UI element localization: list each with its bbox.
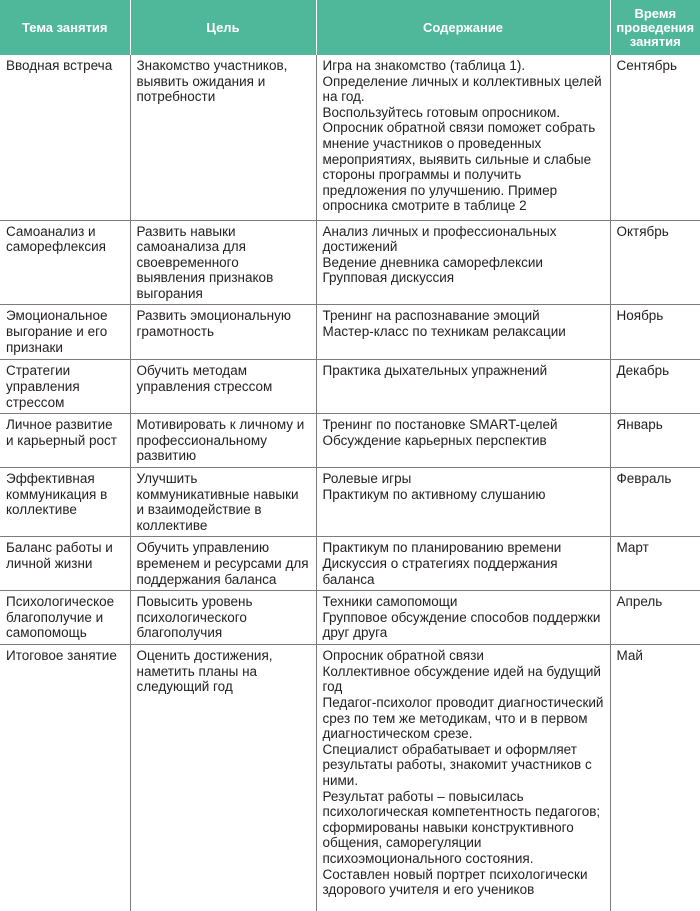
cell-time: Май <box>616 648 643 664</box>
cell-content <box>316 305 610 360</box>
content-line: Практика дыхательных упражнений <box>322 363 548 379</box>
cell-content <box>316 360 610 414</box>
cell-topic: Личное развитие и карьерный рост <box>0 414 130 468</box>
cell-topic: Самоанализ и саморефлексия <box>0 220 130 305</box>
content-line: Определение личных и коллективных целей на год. <box>322 73 602 105</box>
cell-time: Февраль <box>610 468 700 537</box>
content-line: Мастер-класс по техникам релаксации <box>322 324 566 340</box>
table-row <box>0 645 700 911</box>
cell-goal: Повысить уровень психологического благополучия <box>130 591 316 645</box>
cell-content <box>316 645 610 911</box>
table-row <box>0 305 700 360</box>
content-line: Тренинг на распознавание эмоций <box>322 308 540 324</box>
content-line: Групповое обсуждение способов поддержки друг друга <box>322 609 601 641</box>
content-line: Практикум по активному слушанию <box>322 486 546 502</box>
content-line: Ведение дневника саморефлексии <box>322 254 543 270</box>
content-line: Дискуссия о стратегиях поддержания баланса <box>322 556 558 587</box>
cell-topic: Баланс работы и личной жизни <box>0 537 130 591</box>
cell-goal: Развить эмоциональную грамотность <box>130 305 316 360</box>
content-line: Техники самопомощи <box>322 594 458 610</box>
cell-time: Декабрь <box>610 360 700 414</box>
header-content: Содержание <box>316 0 610 55</box>
table-row <box>0 220 700 305</box>
table-row <box>0 468 700 537</box>
content-line: Практикум по планированию времени <box>322 540 562 556</box>
cell-content <box>316 468 610 537</box>
content-line: Групповая дискуссия <box>322 270 455 286</box>
cell-goal: Обучить управлению временем и ресурсами для поддержания баланса <box>130 537 316 591</box>
cell-goal: Развить навыки самоанализа для своевременного выявления признаков выгорания <box>130 220 316 305</box>
cell-goal: Оценить достижения, наметить планы на следующий год <box>130 645 316 911</box>
content-line: Составлен новый портрет психологически здорового учителя и его учеников <box>322 866 588 898</box>
cell-time: Январь <box>610 414 700 468</box>
cell-content <box>316 414 610 468</box>
content-line: Специалист обрабатывает и оформляет результаты работы, знакомит участников с ними. <box>322 741 592 788</box>
cell-time: Сентябрь <box>610 55 700 220</box>
content-line: Анализ личных и профессиональных достижений <box>322 223 557 255</box>
cell-time: Октябрь <box>610 220 700 305</box>
header-time: Время проведения занятия <box>610 0 700 55</box>
cell-topic: Итоговое занятие <box>0 645 130 911</box>
header-goal: Цель <box>130 0 316 55</box>
table-row <box>0 55 700 220</box>
content-line: Обсуждение карьерных перспектив <box>322 432 547 448</box>
cell-topic: Психологическое благополучие и самопомощь <box>0 591 130 645</box>
cell-time: Ноябрь <box>610 305 700 360</box>
cell-topic: Эффективная коммуникация в коллективе <box>0 468 130 537</box>
cell-content <box>316 537 610 591</box>
table-header-row <box>0 0 700 55</box>
content-line: Воспользуйтесь готовым опросником. <box>322 104 561 120</box>
content-line: Педагог-психолог проводит диагностический срез по тем же методикам, что и в первом диагностическом срезе. <box>322 694 604 742</box>
cell-topic: Стратегии управления стрессом <box>0 360 130 414</box>
cell-content <box>316 591 610 645</box>
cell-goal: Мотивировать к личному и профессиональному развитию <box>130 414 316 468</box>
table-row <box>0 360 700 414</box>
cell-time: Март <box>610 537 700 591</box>
cell-goal: Улучшить коммуникативные навыки и взаимодействие в коллективе <box>130 468 316 537</box>
content-line: Коллективное обсуждение идей на будущий год <box>322 663 601 695</box>
table-row <box>0 537 700 591</box>
cell-goal: Знакомство участников, выявить ожидания и потребности <box>130 55 316 220</box>
content-line: Игра на знакомство (таблица 1). <box>322 58 526 73</box>
table-row <box>0 591 700 645</box>
content-line: Результат работы – повысилась психологическая компетентность педагогов; сформированы навыки конструктивного общения, саморегуляции психоэмоционального состояния. <box>322 788 601 866</box>
cell-content <box>316 55 610 220</box>
content-line: Тренинг по постановке SMART-целей <box>322 417 558 433</box>
table-row <box>0 414 700 468</box>
content-line: Опросник обратной связи поможет собрать мнение участников о проведенных мероприятиях, выявить сильные и слабые стороны программы и получить предложения по улучшению. Пример опросника смотрите в таблице 2 <box>322 120 596 214</box>
cell-topic: Эмоциональное выгорание и его признаки <box>0 305 130 360</box>
cell-goal: Обучить методам управления стрессом <box>130 360 316 414</box>
cell-topic: Вводная встреча <box>0 55 130 220</box>
cell-content <box>316 220 610 305</box>
cell-time: Апрель <box>610 591 700 645</box>
content-line: Опросник обратной связи <box>322 648 484 664</box>
content-line: Ролевые игры <box>322 471 412 487</box>
header-topic: Тема занятия <box>0 0 130 55</box>
